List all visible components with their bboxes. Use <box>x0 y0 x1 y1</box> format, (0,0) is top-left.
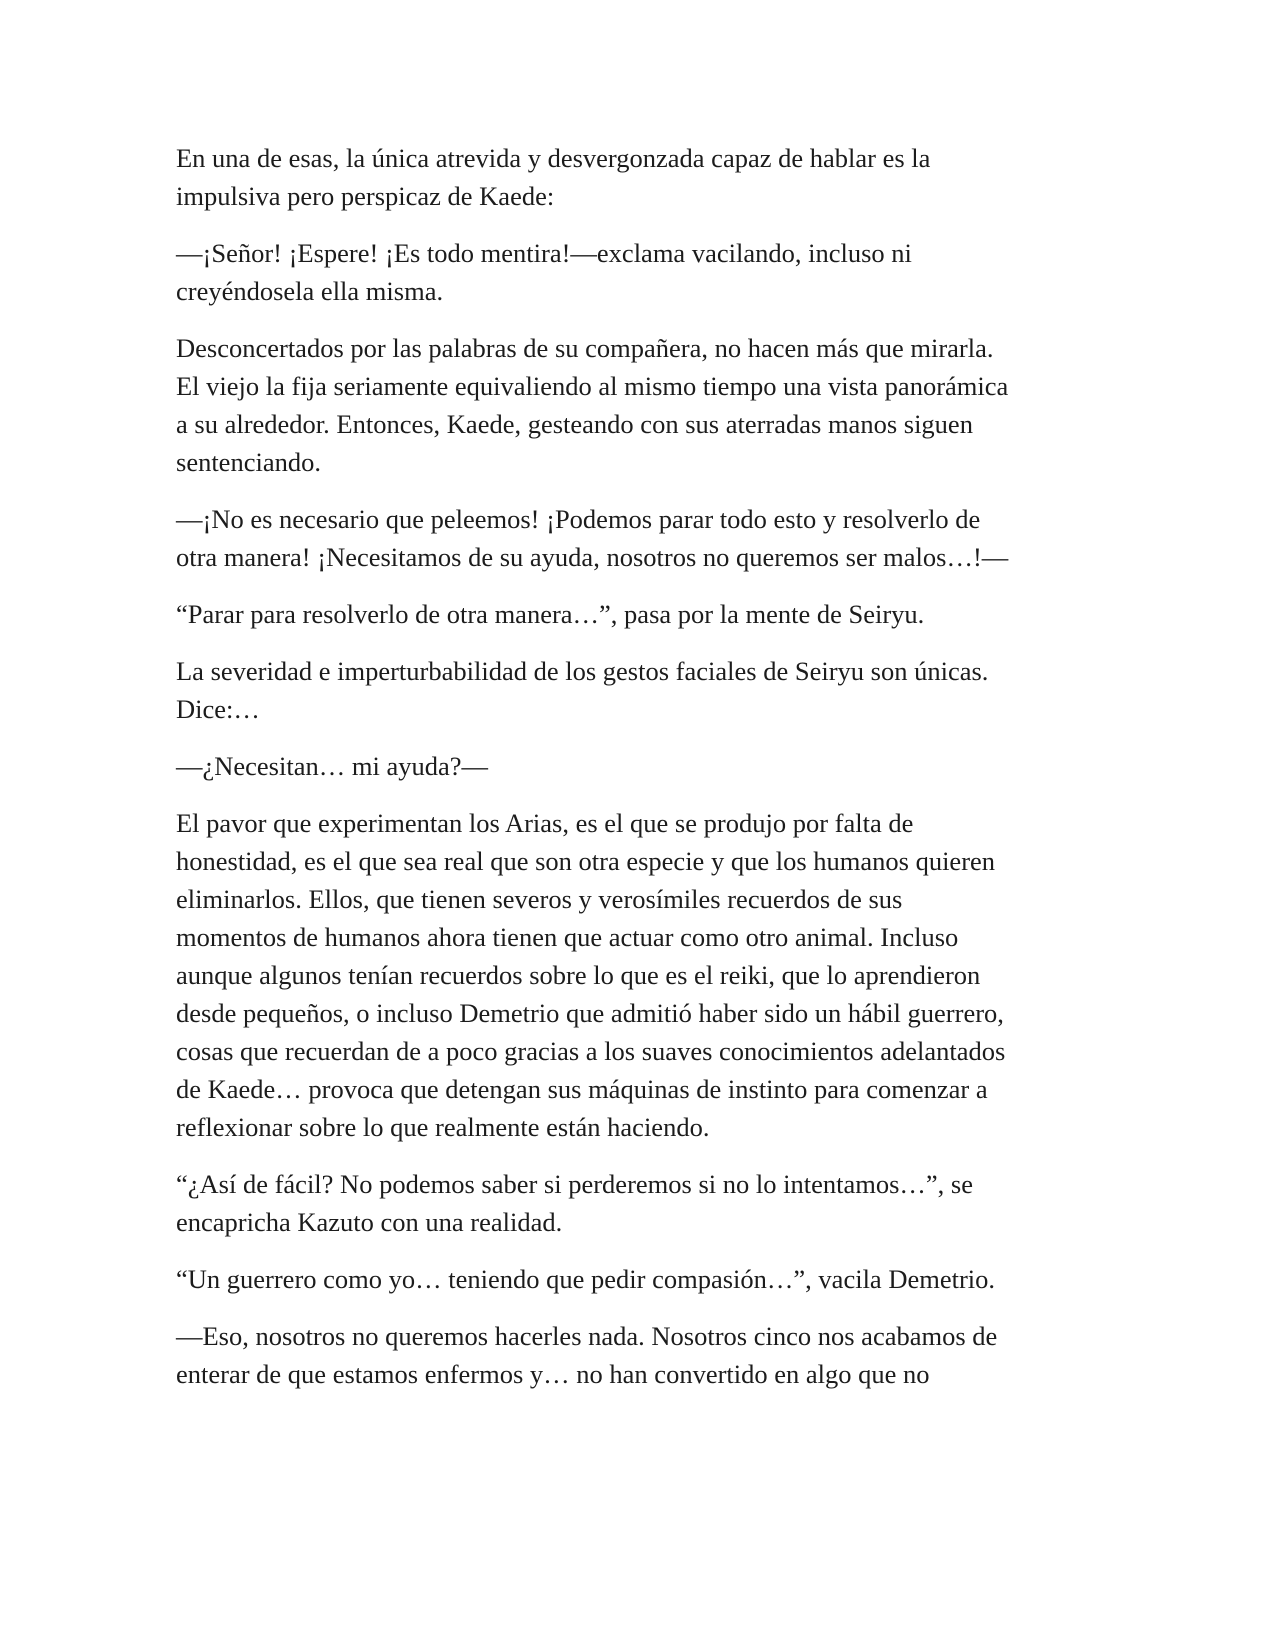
text-line: enterar de que estamos enfermos y… no han convertido en algo que no <box>176 1359 930 1389</box>
text-line: a su alrededor. Entonces, Kaede, gesteando con sus aterradas manos siguen <box>176 409 973 439</box>
text-line: creyéndosela ella misma. <box>176 276 444 306</box>
text-line: Dice:… <box>176 694 260 724</box>
text-line: En una de esas, la única atrevida y desvergonzada capaz de hablar es la <box>176 143 931 173</box>
text-line: honestidad, es el que sea real que son otra especie y que los humanos quieren <box>176 846 996 876</box>
paragraph <box>176 500 1092 576</box>
text-line: La severidad e imperturbabilidad de los gestos faciales de Seiryu son únicas. <box>176 656 989 686</box>
text-line: otra manera! ¡Necesitamos de su ayuda, nosotros no queremos ser malos…!— <box>176 542 1009 572</box>
paragraph <box>176 1165 1092 1241</box>
paragraph <box>176 329 1092 481</box>
text-line: momentos de humanos ahora tienen que actuar como otro animal. Incluso <box>176 922 959 952</box>
text-line: de Kaede… provoca que detengan sus máquinas de instinto para comenzar a <box>176 1074 988 1104</box>
text-line: encapricha Kazuto con una realidad. <box>176 1207 563 1237</box>
text-line: El viejo la fija seriamente equivaliendo al mismo tiempo una vista panorámica <box>176 371 1009 401</box>
paragraph <box>176 234 1092 310</box>
text-line: “Un guerrero como yo… teniendo que pedir compasión…”, vacila Demetrio. <box>176 1264 996 1294</box>
text-line: —Eso, nosotros no queremos hacerles nada. Nosotros cinco nos acabamos de <box>176 1321 998 1351</box>
text-line: —¡Señor! ¡Espere! ¡Es todo mentira!—exclama vacilando, incluso ni <box>176 238 912 268</box>
paragraph <box>176 652 1092 728</box>
paragraph <box>176 747 1092 785</box>
text-line: sentenciando. <box>176 447 321 477</box>
paragraph <box>176 1260 1092 1298</box>
text-line: El pavor que experimentan los Arias, es el que se produjo por falta de <box>176 808 914 838</box>
paragraph <box>176 804 1092 1146</box>
paragraph <box>176 139 1092 215</box>
text-line: Desconcertados por las palabras de su compañera, no hacen más que mirarla. <box>176 333 994 363</box>
text-line: —¿Necesitan… mi ayuda?— <box>176 751 488 781</box>
text-line: aunque algunos tenían recuerdos sobre lo que es el reiki, que lo aprendieron <box>176 960 981 990</box>
text-line: “¿Así de fácil? No podemos saber si perderemos si no lo intentamos…”, se <box>176 1169 973 1199</box>
paragraph <box>176 1317 1092 1393</box>
text-line: reflexionar sobre lo que realmente están haciendo. <box>176 1112 710 1142</box>
paragraph <box>176 595 1092 633</box>
document-body <box>176 139 1092 1412</box>
text-line: eliminarlos. Ellos, que tienen severos y verosímiles recuerdos de sus <box>176 884 903 914</box>
text-line: “Parar para resolverlo de otra manera…”, pasa por la mente de Seiryu. <box>176 599 925 629</box>
text-line: —¡No es necesario que peleemos! ¡Podemos parar todo esto y resolverlo de <box>176 504 981 534</box>
text-line: impulsiva pero perspicaz de Kaede: <box>176 181 555 211</box>
text-line: cosas que recuerdan de a poco gracias a los suaves conocimientos adelantados <box>176 1036 1006 1066</box>
text-line: desde pequeños, o incluso Demetrio que admitió haber sido un hábil guerrero, <box>176 998 1004 1028</box>
